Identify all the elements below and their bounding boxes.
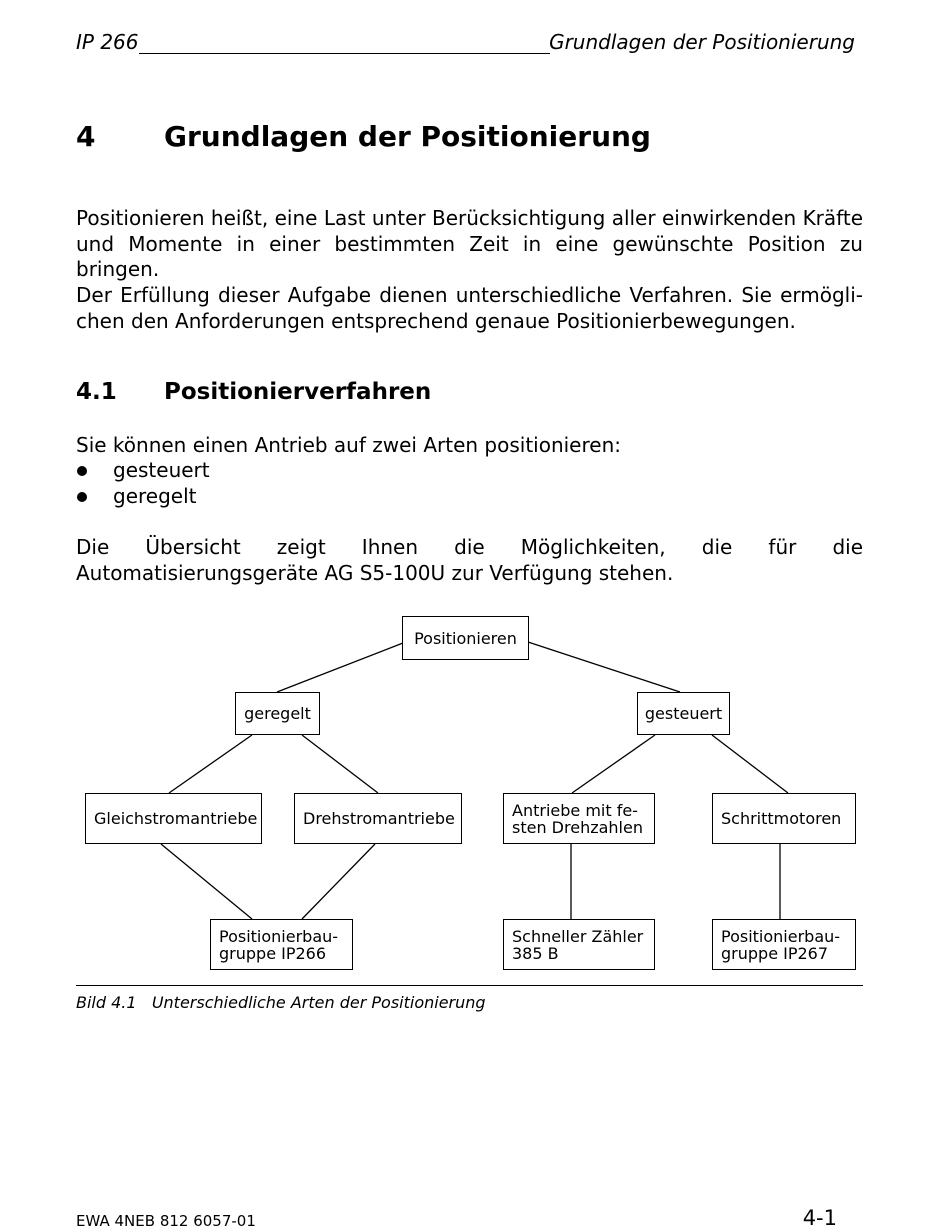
connector-gesteuert-schritt [712, 735, 788, 793]
connector-gesteuert-antriebe [572, 735, 655, 793]
paragraph-methods: Der Erfüllung dieser Aufgabe dienen unterschiedliche Verfahren. Sie ermögli-chen den Anforderungen entsprechend genaue Positionierbewegungen. [76, 283, 863, 333]
node-gesteuert [637, 692, 730, 735]
bullet-dot-icon [77, 466, 87, 476]
node-schneller-zaehler [503, 919, 655, 970]
node-positionieren-label: Positionieren [414, 628, 517, 648]
bullet-dot-icon [77, 492, 87, 502]
bullet-item-gesteuert: gesteuert [113, 458, 210, 482]
figure-caption-label: Bild 4.1 [76, 993, 137, 1012]
node-schrittmotoren [712, 793, 856, 844]
node-antriebe-label-line1: Antriebe mit fe- [512, 800, 638, 820]
footer-page-number: 4-1 [802, 1206, 837, 1230]
node-positionierbaugruppe-ip266 [210, 919, 353, 970]
connector-root-geregelt [277, 643, 403, 692]
section-title: Positionierverfahren [164, 379, 432, 405]
paragraph-definition: Positionieren heißt, eine Last unter Berücksichtigung aller einwirkenden Kräfte und Momente in einer bestimmten Zeit in eine gewünschte Position zu bringen. [76, 206, 863, 281]
chapter-title: Grundlagen der Positionierung [164, 120, 651, 153]
bullet-item-geregelt: geregelt [113, 484, 197, 508]
figure-caption-text: Unterschiedliche Arten der Positionierung [151, 993, 486, 1012]
connector-geregelt-gleichstrom [169, 735, 252, 793]
node-ip266-label-line1: Positionierbau- [219, 926, 339, 946]
header-chapter-title: Grundlagen der Positionierung [549, 30, 855, 54]
node-antriebe-feste-drehzahlen [503, 793, 655, 844]
node-gleichstromantriebe-label: Gleichstromantriebe [94, 809, 258, 828]
figure-caption [76, 993, 486, 1012]
node-ip267-label-line1: Positionierbau- [721, 926, 841, 946]
node-positionieren [402, 616, 529, 660]
caption-rule [76, 985, 863, 986]
node-gleichstromantriebe [85, 793, 262, 844]
node-antriebe-label-line2: sten Drehzahlen [512, 817, 643, 837]
node-drehstromantriebe [294, 793, 462, 844]
section-number: 4.1 [76, 379, 117, 405]
header-rule [139, 53, 550, 54]
node-drehstromantriebe-label: Drehstromantriebe [303, 809, 455, 828]
connector-geregelt-drehstrom [302, 735, 378, 793]
connector-drehstrom-ip266 [302, 844, 375, 919]
node-schrittmotoren-label: Schrittmotoren [721, 809, 842, 828]
chapter-number: 4 [76, 120, 96, 153]
connector-root-gesteuert [528, 642, 680, 692]
node-geregelt [235, 692, 320, 735]
section-intro: Sie können einen Antrieb auf zwei Arten positionieren: [76, 433, 621, 457]
paragraph-overview: Die Übersicht zeigt Ihnen die Möglichkeiten, die für die Automatisierungsgeräte AG S5-100U zur Verfügung stehen. [76, 535, 863, 585]
connector-gleichstrom-ip266 [161, 844, 252, 919]
header-document-code: IP 266 [76, 30, 139, 54]
node-positionierbaugruppe-ip267 [712, 919, 856, 970]
node-zaehler-label-line1: Schneller Zähler [512, 926, 644, 946]
footer-document-number: EWA 4NEB 812 6057-01 [76, 1212, 256, 1230]
node-geregelt-label: geregelt [244, 704, 311, 723]
node-gesteuert-label: gesteuert [644, 704, 723, 723]
node-ip266-label-line2: gruppe IP266 [219, 943, 327, 963]
node-ip267-label-line2: gruppe IP267 [721, 943, 829, 963]
node-zaehler-label-line2: 385 B [512, 943, 559, 963]
